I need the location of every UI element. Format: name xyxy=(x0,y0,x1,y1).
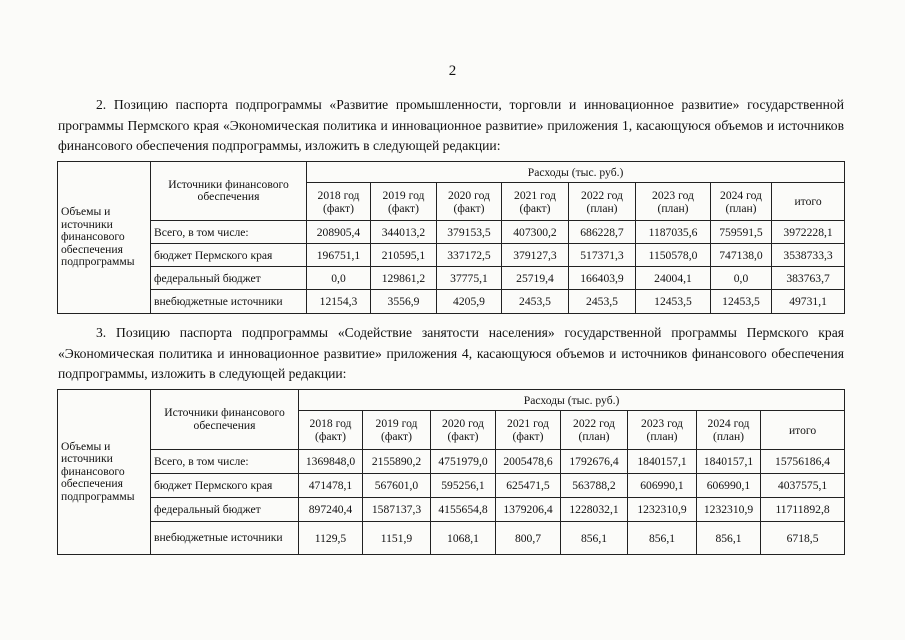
value-cell: 2453,5 xyxy=(502,290,569,314)
value-cell: 1232310,9 xyxy=(628,498,697,522)
value-cell: 208905,4 xyxy=(307,221,371,244)
value-cell: 1840157,1 xyxy=(628,450,697,474)
table-row xyxy=(58,498,845,522)
total-header: итого xyxy=(772,183,845,221)
table-row xyxy=(58,244,845,267)
value-cell: 25719,4 xyxy=(502,267,569,290)
value-cell: 24004,1 xyxy=(636,267,711,290)
row-label: федеральный бюджет xyxy=(151,498,299,522)
value-cell: 2155890,2 xyxy=(363,450,431,474)
table-row xyxy=(58,522,845,555)
year-header: 2021 год (факт) xyxy=(496,411,561,450)
year-header: 2024 год (план) xyxy=(711,183,772,221)
year-header: 2020 год (факт) xyxy=(437,183,502,221)
value-cell: 1150578,0 xyxy=(636,244,711,267)
value-cell: 606990,1 xyxy=(628,474,697,498)
total-cell: 3538733,3 xyxy=(772,244,845,267)
section-2-text: 2. Позицию паспорта подпрограммы «Развитие промышленности, торговли и инновационное развитие» государственной программы Пермского края «Экономическая политика и инновационное развитие» приложения 1, касающуюся объемов и источников финансового обеспечения подпрограммы, изложить в следующей редакции: xyxy=(58,97,844,153)
year-header: 2023 год (план) xyxy=(628,411,697,450)
year-header: 2018 год (факт) xyxy=(307,183,371,221)
total-cell: 3972228,1 xyxy=(772,221,845,244)
expenses-header: Расходы (тыс. руб.) xyxy=(307,162,845,183)
total-cell: 6718,5 xyxy=(761,522,845,555)
value-cell: 800,7 xyxy=(496,522,561,555)
row-label: Всего, в том числе: xyxy=(151,221,307,244)
value-cell: 686228,7 xyxy=(569,221,636,244)
year-header: 2022 год (план) xyxy=(569,183,636,221)
year-header: 2020 год (факт) xyxy=(431,411,496,450)
value-cell: 1840157,1 xyxy=(697,450,761,474)
value-cell: 344013,2 xyxy=(371,221,437,244)
value-cell: 606990,1 xyxy=(697,474,761,498)
section-3-table xyxy=(57,389,845,555)
table-row xyxy=(58,474,845,498)
value-cell: 379127,3 xyxy=(502,244,569,267)
value-cell: 12453,5 xyxy=(636,290,711,314)
row-label: Всего, в том числе: xyxy=(151,450,299,474)
value-cell: 1792676,4 xyxy=(561,450,628,474)
row-label: федеральный бюджет xyxy=(151,267,307,290)
value-cell: 471478,1 xyxy=(299,474,363,498)
sources-header: Источники финансового обеспечения xyxy=(151,390,299,450)
section-3-paragraph xyxy=(58,323,844,385)
value-cell: 856,1 xyxy=(628,522,697,555)
value-cell: 37775,1 xyxy=(437,267,502,290)
value-cell: 1068,1 xyxy=(431,522,496,555)
value-cell: 0,0 xyxy=(711,267,772,290)
value-cell: 2453,5 xyxy=(569,290,636,314)
table-row xyxy=(58,267,845,290)
row-label: внебюджетные источники xyxy=(151,522,299,555)
value-cell: 4155654,8 xyxy=(431,498,496,522)
value-cell: 856,1 xyxy=(697,522,761,555)
table-row xyxy=(58,221,845,244)
value-cell: 4751979,0 xyxy=(431,450,496,474)
value-cell: 196751,1 xyxy=(307,244,371,267)
value-cell: 747138,0 xyxy=(711,244,772,267)
page-number: 2 xyxy=(448,63,457,79)
value-cell: 1129,5 xyxy=(299,522,363,555)
value-cell: 166403,9 xyxy=(569,267,636,290)
row-label: бюджет Пермского края xyxy=(151,474,299,498)
value-cell: 1232310,9 xyxy=(697,498,761,522)
section-3-text: 3. Позицию паспорта подпрограммы «Содействие занятости населения» государственной программы Пермского края «Экономическая политика и инновационное развитие» приложения 4, касающуюся объемов и источников финансового обеспечения подпрограммы, изложить в следующей редакции: xyxy=(58,325,844,381)
total-cell: 4037575,1 xyxy=(761,474,845,498)
section-2-paragraph xyxy=(58,95,844,157)
value-cell: 4205,9 xyxy=(437,290,502,314)
value-cell: 563788,2 xyxy=(561,474,628,498)
value-cell: 3556,9 xyxy=(371,290,437,314)
value-cell: 1187035,6 xyxy=(636,221,711,244)
row-label: внебюджетные источники xyxy=(151,290,307,314)
year-header: 2024 год (план) xyxy=(697,411,761,450)
total-cell: 15756186,4 xyxy=(761,450,845,474)
year-header: 2023 год (план) xyxy=(636,183,711,221)
year-header: 2021 год (факт) xyxy=(502,183,569,221)
category-cell: Объемы и источники финансового обеспечения подпрограммы xyxy=(58,390,151,555)
value-cell: 517371,3 xyxy=(569,244,636,267)
total-cell: 383763,7 xyxy=(772,267,845,290)
value-cell: 1379206,4 xyxy=(496,498,561,522)
value-cell: 856,1 xyxy=(561,522,628,555)
expenses-header: Расходы (тыс. руб.) xyxy=(299,390,845,411)
value-cell: 379153,5 xyxy=(437,221,502,244)
total-cell: 11711892,8 xyxy=(761,498,845,522)
value-cell: 129861,2 xyxy=(371,267,437,290)
category-cell: Объемы и источники финансового обеспечения подпрограммы xyxy=(58,162,151,314)
value-cell: 12453,5 xyxy=(711,290,772,314)
value-cell: 0,0 xyxy=(307,267,371,290)
sources-header: Источники финансового обеспечения xyxy=(151,162,307,221)
value-cell: 12154,3 xyxy=(307,290,371,314)
value-cell: 567601,0 xyxy=(363,474,431,498)
total-header: итого xyxy=(761,411,845,450)
table-row xyxy=(58,290,845,314)
year-header: 2019 год (факт) xyxy=(363,411,431,450)
value-cell: 625471,5 xyxy=(496,474,561,498)
value-cell: 210595,1 xyxy=(371,244,437,267)
total-cell: 49731,1 xyxy=(772,290,845,314)
row-label: бюджет Пермского края xyxy=(151,244,307,267)
value-cell: 1587137,3 xyxy=(363,498,431,522)
value-cell: 337172,5 xyxy=(437,244,502,267)
table-row xyxy=(58,450,845,474)
section-2-table xyxy=(57,161,845,314)
year-header: 2019 год (факт) xyxy=(371,183,437,221)
value-cell: 759591,5 xyxy=(711,221,772,244)
year-header: 2018 год (факт) xyxy=(299,411,363,450)
value-cell: 897240,4 xyxy=(299,498,363,522)
value-cell: 1369848,0 xyxy=(299,450,363,474)
value-cell: 595256,1 xyxy=(431,474,496,498)
year-header: 2022 год (план) xyxy=(561,411,628,450)
value-cell: 1228032,1 xyxy=(561,498,628,522)
value-cell: 407300,2 xyxy=(502,221,569,244)
value-cell: 2005478,6 xyxy=(496,450,561,474)
value-cell: 1151,9 xyxy=(363,522,431,555)
